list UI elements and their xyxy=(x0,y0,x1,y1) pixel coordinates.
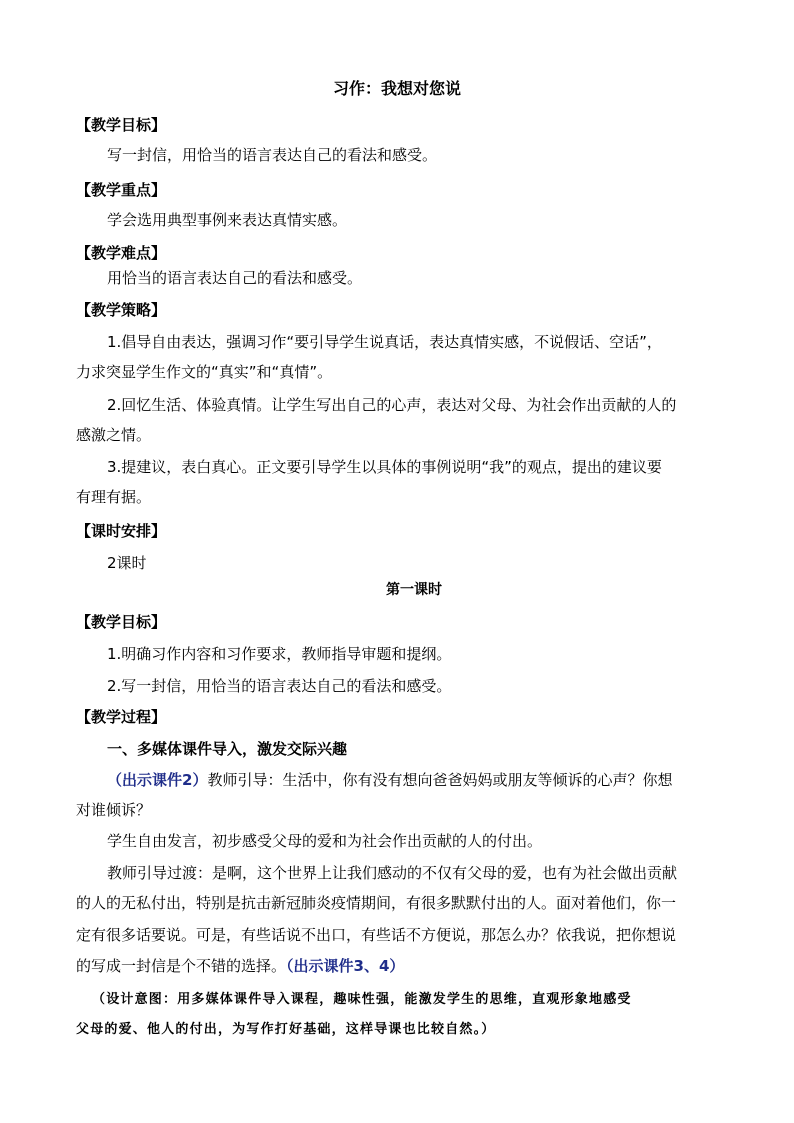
strategy-item-3-line2: 有理有据。 xyxy=(76,488,152,506)
design-intent-note-line2: 父母的爱、他人的付出，为写作打好基础，这样导课也比较自然。） xyxy=(76,1022,496,1037)
paragraph-1-line1-text: 教师引导：生活中，你有没有想向爸爸妈妈或朋友等倾诉的心声？你想 xyxy=(207,771,673,789)
key-points-text: 学会选用典型事例来表达真情实感。 xyxy=(107,211,348,229)
strategy-item-1-line1: 1.倡导自由表达，强调习作“要引导学生说真话，表达真情实感，不说假话、空话”， xyxy=(107,333,662,351)
strategy-item-1-line2: 力求突显学生作文的“真实”和“真情”。 xyxy=(76,363,333,381)
schedule-text: 2课时 xyxy=(107,554,147,572)
section-heading-teaching-goals: 【教学目标】 xyxy=(76,116,167,134)
paragraph-3-line4-text: 的写成一封信是个不错的选择。 xyxy=(76,957,287,975)
document-title: 习作：我想对您说 xyxy=(332,79,461,98)
section-heading-schedule: 【课时安排】 xyxy=(76,522,167,540)
show-slide-3-4-label: （出示课件3、4） xyxy=(286,957,405,975)
section-heading-strategy: 【教学策略】 xyxy=(76,301,167,319)
lesson-1-process-heading: 【教学过程】 xyxy=(76,708,167,726)
difficulties-text: 用恰当的语言表达自己的看法和感受。 xyxy=(107,269,363,287)
section-heading-key-points: 【教学重点】 xyxy=(76,181,167,199)
step-1-heading: 一、多媒体课件导入，激发交际兴趣 xyxy=(107,740,348,758)
section-heading-difficulties: 【教学难点】 xyxy=(76,244,167,262)
design-intent-label: （设计意图： xyxy=(92,992,178,1007)
lesson-1-goals-heading: 【教学目标】 xyxy=(76,613,167,631)
show-slide-2-label: （出示课件2） xyxy=(107,771,208,789)
lesson-1-goal-1: 1.明确习作内容和习作要求，教师指导审题和提纲。 xyxy=(107,645,452,663)
strategy-item-2-line1: 2.回忆生活、体验真情。让学生写出自己的心声，表达对父母、为社会作出贡献的人的 xyxy=(107,396,677,414)
paragraph-3-line4 xyxy=(76,956,404,976)
paragraph-1-line1 xyxy=(107,770,672,790)
paragraph-3-line2: 的人的无私付出，特别是抗击新冠肺炎疫情期间，有很多默默付出的人。面对着他们，你一 xyxy=(76,894,677,912)
paragraph-3-line3: 定有很多话要说。可是，有些话说不出口，有些话不方便说，那怎么办？依我说，把你想说 xyxy=(76,926,677,944)
teaching-goals-text: 写一封信，用恰当的语言表达自己的看法和感受。 xyxy=(107,146,438,164)
strategy-item-2-line2: 感激之情。 xyxy=(76,426,152,444)
paragraph-1-line2: 对谁倾诉？ xyxy=(76,801,152,819)
design-intent-note-line1 xyxy=(92,990,632,1010)
lesson-1-goal-2: 2.写一封信，用恰当的语言表达自己的看法和感受。 xyxy=(107,677,452,695)
strategy-item-3-line1: 3.提建议，表白真心。正文要引导学生以具体的事例说明“我”的观点，提出的建议要 xyxy=(107,458,662,476)
paragraph-2: 学生自由发言，初步感受父母的爱和为社会作出贡献的人的付出。 xyxy=(107,832,543,850)
design-intent-text: 用多媒体课件导入课程，趣味性强，能激发学生的思维，直观形象地感受 xyxy=(177,992,632,1007)
lesson-1-title: 第一课时 xyxy=(386,582,442,598)
paragraph-3-line1: 教师引导过渡：是啊，这个世界上让我们感动的不仅有父母的爱，也有为社会做出贡献 xyxy=(107,864,678,882)
